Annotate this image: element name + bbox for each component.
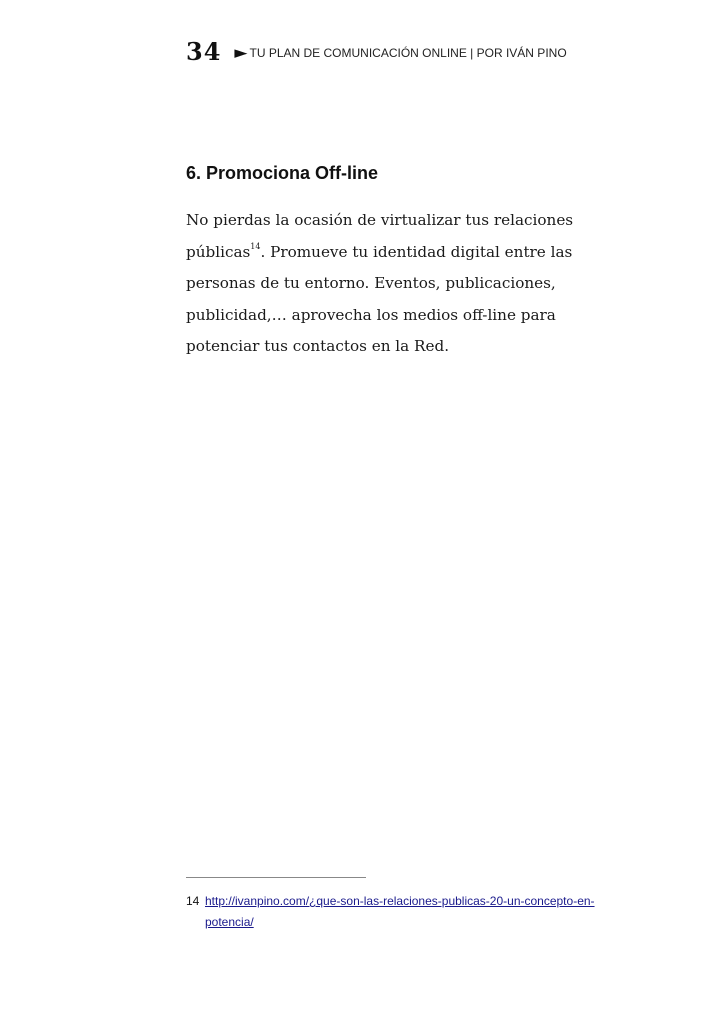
footnote (186, 891, 616, 933)
section-heading: 6. Promociona Off-line (186, 163, 379, 183)
paragraph-text-start: No pierdas la ocasión de virtualizar tus relaciones públicas (186, 211, 574, 261)
footnote-link-line1: http://ivanpino.com/¿que-son-las-relaciones-publicas-20-un-concepto-en- (205, 894, 595, 908)
triangle-right-icon: ► (234, 43, 248, 63)
paragraph-text-end: . Promueve tu identidad digital entre las personas de tu entorno. Eventos, publicaciones, publicidad,… aprovecha los medios off-line para potenciar tus contactos en la Red. (186, 242, 573, 355)
running-title: TU PLAN DE COMUNICACIÓN ONLINE | POR IVÁN PINO (249, 46, 567, 60)
footnote-link-line2: potencia/ (205, 915, 254, 929)
footnote-link[interactable] (186, 894, 616, 933)
page-number: 34 (186, 37, 222, 66)
running-header (186, 38, 567, 66)
footnote-divider (186, 877, 366, 878)
body-paragraph (186, 205, 606, 363)
footnote-number: 14 (186, 894, 200, 908)
footnote-reference[interactable]: 14 (250, 241, 261, 251)
